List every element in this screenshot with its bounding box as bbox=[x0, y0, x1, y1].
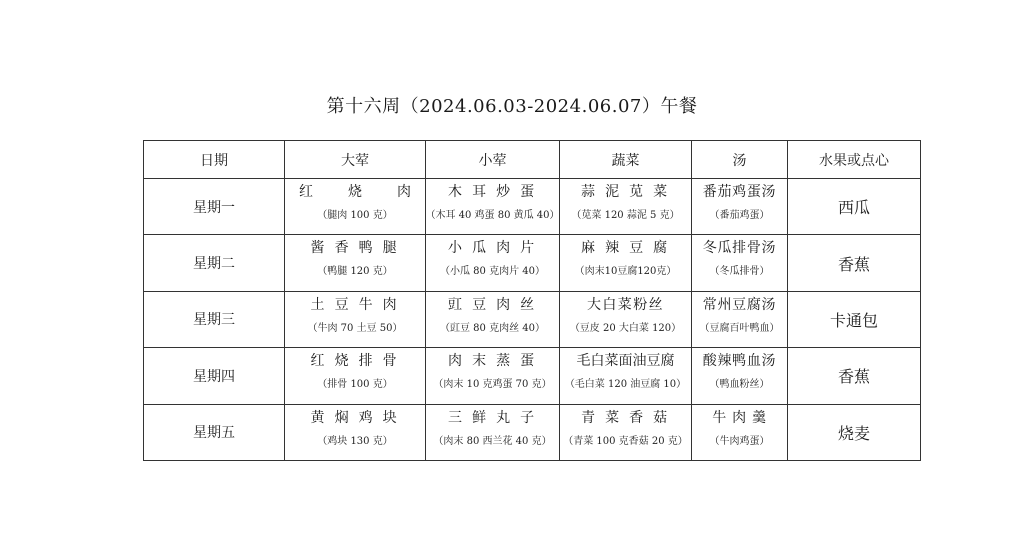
dish-note: （木耳 40 鸡蛋 80 黄瓜 40） bbox=[425, 210, 560, 221]
day-cell: 星期一 bbox=[144, 179, 285, 235]
vegetable-cell bbox=[560, 404, 692, 460]
soup-cell bbox=[692, 235, 788, 291]
fruit-cell: 西瓜 bbox=[788, 179, 921, 235]
big-meat-cell bbox=[285, 291, 426, 347]
dish-name: 酸辣鸭血汤 bbox=[702, 353, 777, 370]
dish-name: 大白菜粉丝 bbox=[587, 296, 664, 313]
day-cell: 星期三 bbox=[144, 291, 285, 347]
day-cell: 星期二 bbox=[144, 235, 285, 291]
dish-note: （冬瓜排骨） bbox=[709, 266, 770, 278]
dish-name: 小 瓜 肉 片 bbox=[448, 240, 537, 257]
page-title: 第十六周（2024.06.03-2024.06.07）午餐 bbox=[326, 96, 698, 117]
vegetable-cell bbox=[560, 235, 692, 291]
table-row bbox=[144, 291, 921, 347]
dish-note: （肉末 80 西兰花 40 克） bbox=[433, 435, 552, 447]
vegetable-cell bbox=[560, 348, 692, 404]
dish-note: （番茄鸡蛋） bbox=[709, 210, 770, 221]
big-meat-cell bbox=[285, 348, 426, 404]
soup-cell bbox=[692, 348, 788, 404]
dish-name: 番茄鸡蛋汤 bbox=[702, 184, 777, 200]
table-row bbox=[144, 348, 921, 404]
small-meat-cell bbox=[426, 179, 560, 235]
vegetable-cell bbox=[560, 179, 692, 235]
header-big-meat: 大荤 bbox=[285, 141, 426, 179]
header-small-meat: 小荤 bbox=[426, 141, 560, 179]
dish-name: 肉 末 蒸 蛋 bbox=[448, 353, 537, 370]
dish-note: （鸭血粉丝） bbox=[709, 379, 770, 391]
dish-name: 冬瓜排骨汤 bbox=[702, 240, 777, 257]
soup-cell bbox=[692, 404, 788, 460]
lunch-menu-table bbox=[143, 140, 921, 461]
dish-note: （小瓜 80 克肉片 40） bbox=[440, 266, 545, 278]
dish-note: （牛肉鸡蛋） bbox=[709, 435, 770, 447]
dish-name: 麻 辣 豆 腐 bbox=[581, 240, 670, 257]
dish-note: （青菜 100 克香菇 20 克） bbox=[563, 435, 688, 447]
table-row bbox=[144, 404, 921, 460]
dish-name: 毛白菜面油豆腐 bbox=[576, 353, 675, 370]
big-meat-cell bbox=[285, 179, 426, 235]
dish-note: （肉末 10 克鸡蛋 70 克） bbox=[433, 379, 552, 391]
dish-note: （鸡块 130 克） bbox=[317, 435, 393, 447]
dish-name: 红 烧 肉 bbox=[299, 184, 422, 200]
small-meat-cell bbox=[426, 235, 560, 291]
dish-note: （排骨 100 克） bbox=[317, 379, 393, 391]
dish-note: （毛白菜 120 油豆腐 10） bbox=[564, 379, 687, 391]
small-meat-cell bbox=[426, 348, 560, 404]
dish-name: 黄 焖 鸡 块 bbox=[310, 409, 400, 426]
small-meat-cell bbox=[426, 404, 560, 460]
header-fruit-or-snack: 水果或点心 bbox=[788, 141, 921, 179]
dish-name: 木 耳 炒 蛋 bbox=[448, 184, 537, 200]
header-date: 日期 bbox=[144, 141, 285, 179]
dish-note: （鸭腿 120 克） bbox=[317, 266, 393, 278]
table-header-row bbox=[144, 141, 921, 179]
day-cell: 星期五 bbox=[144, 404, 285, 460]
soup-cell bbox=[692, 179, 788, 235]
soup-cell bbox=[692, 291, 788, 347]
dish-note: （肉末10豆腐120克） bbox=[574, 266, 677, 278]
dish-note: （苋菜 120 蒜泥 5 克） bbox=[571, 210, 680, 221]
big-meat-cell bbox=[285, 404, 426, 460]
fruit-cell: 卡通包 bbox=[788, 291, 921, 347]
dish-name: 红 烧 排 骨 bbox=[310, 353, 400, 370]
dish-note: （豆腐百叶鸭血） bbox=[699, 322, 780, 334]
dish-name: 牛 肉 羹 bbox=[712, 409, 767, 426]
dish-note: （豇豆 80 克肉丝 40） bbox=[440, 322, 545, 334]
dish-name: 青 菜 香 菇 bbox=[581, 409, 670, 426]
table-row bbox=[144, 235, 921, 291]
dish-name: 常州豆腐汤 bbox=[702, 296, 777, 313]
dish-name: 三 鲜 丸 子 bbox=[448, 409, 537, 426]
dish-name: 土 豆 牛 肉 bbox=[310, 296, 400, 313]
vegetable-cell bbox=[560, 291, 692, 347]
big-meat-cell bbox=[285, 235, 426, 291]
header-soup: 汤 bbox=[692, 141, 788, 179]
dish-name: 酱 香 鸭 腿 bbox=[310, 240, 400, 257]
day-cell: 星期四 bbox=[144, 348, 285, 404]
dish-name: 蒜 泥 苋 菜 bbox=[581, 184, 670, 200]
dish-note: （牛肉 70 土豆 50） bbox=[307, 322, 403, 334]
header-vegetable: 蔬菜 bbox=[560, 141, 692, 179]
small-meat-cell bbox=[426, 291, 560, 347]
dish-note: （腿肉 100 克） bbox=[317, 210, 393, 221]
fruit-cell: 烧麦 bbox=[788, 404, 921, 460]
table-row bbox=[144, 179, 921, 235]
fruit-cell: 香蕉 bbox=[788, 348, 921, 404]
dish-name: 豇 豆 肉 丝 bbox=[448, 296, 537, 313]
dish-note: （豆皮 20 大白菜 120） bbox=[569, 322, 682, 334]
fruit-cell: 香蕉 bbox=[788, 235, 921, 291]
